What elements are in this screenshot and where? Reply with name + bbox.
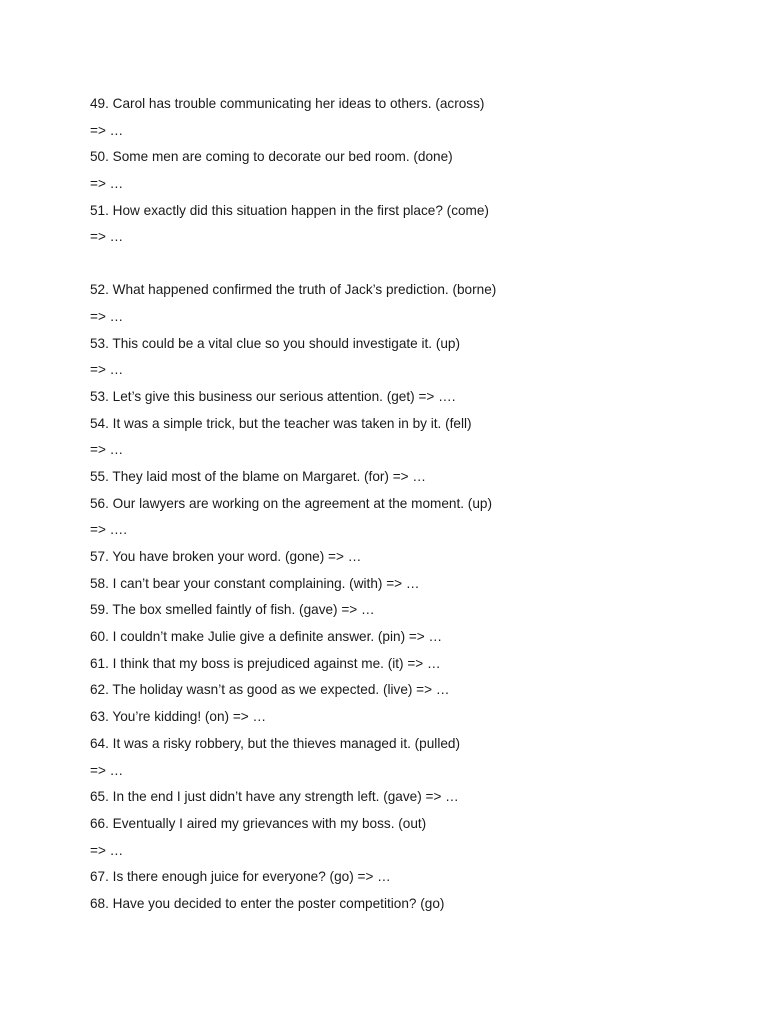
exercise-question: 68. Have you decided to enter the poster competition? (go) [90,895,445,911]
exercise-question: 49. Carol has trouble communicating her ideas to others. (across) [90,96,485,111]
answer-line: => … [90,176,124,192]
exercise-question: 55. They laid most of the blame on Margaret. (for) => … [90,468,426,484]
exercise-question: 60. I couldn’t make Julie give a definite answer. (pin) => … [90,629,443,645]
blank-line [90,251,730,277]
exercise-question: 50. Some men are coming to decorate our bed room. (done) [90,149,453,165]
exercise-question: 59. The box smelled faintly of fish. (gave) => … [90,602,375,618]
exercise-question: 64. It was a risky robbery, but the thieves managed it. (pulled) [90,735,460,751]
exercise-question: 58. I can’t bear your constant complaining. (with) => … [90,575,420,591]
answer-line: => … [90,362,124,378]
exercise-question: 52. What happened confirmed the truth of Jack’s prediction. (borne) [90,282,497,298]
answer-line: => …. [90,522,128,538]
exercise-question: 65. In the end I just didn’t have any strength left. (gave) => … [90,789,459,805]
exercise-question: 66. Eventually I aired my grievances with my boss. (out) [90,815,427,831]
answer-line: => … [90,442,124,458]
exercise-question: 63. You’re kidding! (on) => … [90,709,267,725]
answer-line: => … [90,229,124,245]
exercise-question: 61. I think that my boss is prejudiced against me. (it) => … [90,655,441,671]
exercise-list [90,91,730,918]
exercise-question: 53. Let’s give this business our serious attention. (get) => …. [90,388,456,404]
answer-line: => … [90,842,124,858]
exercise-question: 53. This could be a vital clue so you should investigate it. (up) [90,335,461,351]
exercise-question: 54. It was a simple trick, but the teacher was taken in by it. (fell) [90,415,472,431]
exercise-question: 62. The holiday wasn’t as good as we expected. (live) => … [90,682,450,698]
exercise-question: 56. Our lawyers are working on the agreement at the moment. (up) [90,495,492,511]
exercise-question: 57. You have broken your word. (gone) => … [90,549,362,564]
answer-line: => … [90,308,124,324]
exercise-question: 51. How exactly did this situation happen in the first place? (come) [90,202,489,218]
exercise-question: 67. Is there enough juice for everyone? (go) => … [90,869,391,885]
answer-line: => … [90,762,124,778]
answer-line: => … [90,122,124,138]
